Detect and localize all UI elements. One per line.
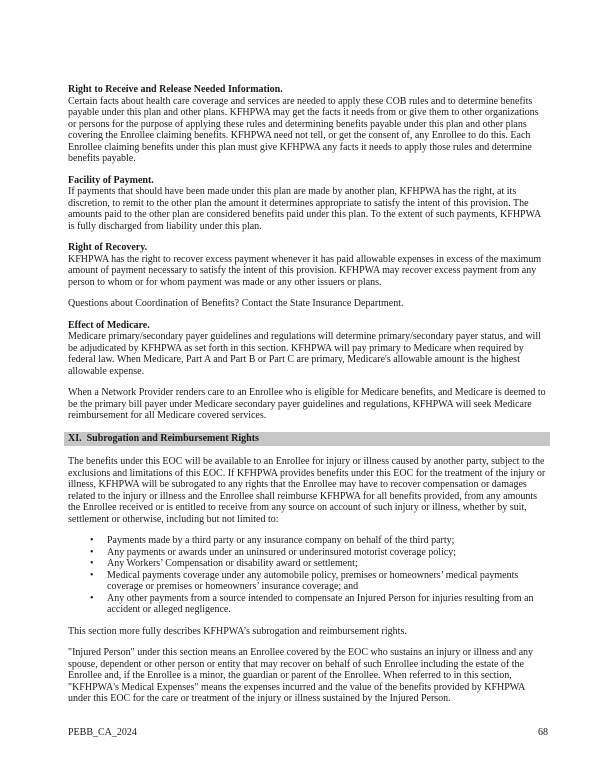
- subrogation-intro-paragraph: The benefits under this EOC will be available to an Enrollee for injury or illness caused by another party, subject to the exclusions and limitations of this EOC. If KFHPWA provides benefits under this EOC for the treatment of the injury or illness, KFHPWA will be subrogated to any rights that the Enrollee may have to recover compensation or damages related to the injury or illness and the Enrollee shall reimburse KFHPWA for all benefits provided, from any amounts the Enrollee received or is entitled to receive from any source on account of such injury or illness, whether by suit, settlement or otherwise, including but not limited to:: [68, 456, 546, 525]
- section-body: KFHPWA has the right to recover excess payment whenever it has paid allowable expenses in excess of the maximum amount of payment necessary to satisfy the intent of this provision. KFHPWA may recover excess payment from any person to whom or for whom payment was made or any other issuers or plans.: [68, 253, 542, 288]
- bullet-icon: •: [90, 535, 94, 546]
- section-heading: Effect of Medicare.: [68, 319, 150, 331]
- bullet-item: [90, 558, 548, 570]
- section-right-to-receive: [68, 84, 548, 165]
- bullet-item: [90, 546, 548, 559]
- section-facility-of-payment: [68, 175, 548, 233]
- section-heading: Right to Receive and Release Needed Information.: [68, 84, 283, 95]
- section-heading: Facility of Payment.: [68, 174, 154, 186]
- bullet-text: Medical payments coverage under any automobile policy, premises or homeowners’ medical payments coverage or premises or homeowners’ insurance coverage; and: [107, 569, 519, 592]
- injured-person-definition-paragraph: "Injured Person" under this section means an Enrollee covered by the EOC who sustains an injury or illness and any spouse, dependent or other person or entity that may recover on behalf of such Enrollee including the estate of the Enrollee and, if the Enrollee is a minor, the guardian or parent of the Enrollee. When referred to in this section, "KFHPWA's Medical Expenses" means the expenses incurred and the value of the benefits provided by KFHPWA under this EOC for the care or treatment of the injury or illness sustained by the Injured Person.: [68, 647, 534, 704]
- bullet-icon: •: [90, 592, 94, 604]
- bullet-item: [90, 592, 548, 616]
- bullet-text: Any payments or awards under an uninsured or underinsured motorist coverage policy;: [107, 546, 457, 558]
- bullet-text: Payments made by a third party or any insurance company on behalf of the third party;: [107, 535, 455, 546]
- section-effect-of-medicare: [68, 320, 548, 378]
- section-body: Certain facts about health care coverage and services are needed to apply these COB rules and to determine benefits payable under this plan and other plans. KFHPWA may get the facts it needs from or give them to other organizations or persons for the purpose of applying these rules and determining benefits payable under this plan and other plans covering the Enrollee claiming benefits. KFHPWA need not tell, or get the consent of, any Enrollee to do this. Each Enrollee claiming benefits under this plan must give KFHPWA any facts it needs to apply those rules and determine benefits payable.: [68, 95, 539, 164]
- section-body: If payments that should have been made under this plan are made by another plan, KFHPWA has the right, at its discretion, to remit to the other plan the amount it determines appropriate to satisfy the intent of this provision. The amounts paid to the other plan are considered benefits paid under this plan. To the extent of such payments, KFHPWA is fully discharged from liability under this plan.: [68, 186, 541, 232]
- page-footer: [68, 727, 548, 739]
- section-body: Medicare primary/secondary payer guidelines and regulations will determine primary/secondary payer status, and will be adjudicated by KFHPWA as set forth in this section. KFHPWA will pay primary to Medicare when required by federal law. When Medicare, Part A and Part B or Part C are primary, Medicare's allowable amount is the highest allowable expense.: [68, 331, 541, 377]
- section-heading: Right of Recovery.: [68, 242, 148, 253]
- bullet-icon: •: [90, 569, 94, 581]
- section-right-of-recovery: [68, 242, 548, 288]
- bullet-icon: •: [90, 546, 94, 558]
- bullet-text: Any Workers’ Compensation or disability award or settlement;: [107, 558, 358, 569]
- footer-doc-id: PEBB_CA_2024: [68, 727, 137, 738]
- bullet-icon: •: [90, 558, 94, 569]
- effect-of-medicare-paragraph-2: When a Network Provider renders care to an Enrollee who is eligible for Medicare benefits, and Medicare is deemed to be the primary bill payer under Medicare secondary payer guidelines and regulations, KFHPWA will seek Medicare reimbursement for all Medicare covered services.: [68, 387, 546, 421]
- bullet-item: [90, 535, 548, 547]
- questions-line: Questions about Coordination of Benefits? Contact the State Insurance Department.: [68, 298, 404, 309]
- subrogation-note: This section more fully describes KFHPWA’s subrogation and reimbursement rights.: [68, 625, 407, 637]
- subrogation-bullet-list: [68, 535, 548, 616]
- bullet-text: Any other payments from a source intended to compensate an Injured Person for injuries resulting from an accident or alleged negligence.: [107, 592, 534, 615]
- bullet-item: [90, 569, 548, 593]
- footer-page-number: 68: [538, 727, 548, 738]
- section-xi-title-bar: XI. Subrogation and Reimbursement Rights: [64, 432, 550, 447]
